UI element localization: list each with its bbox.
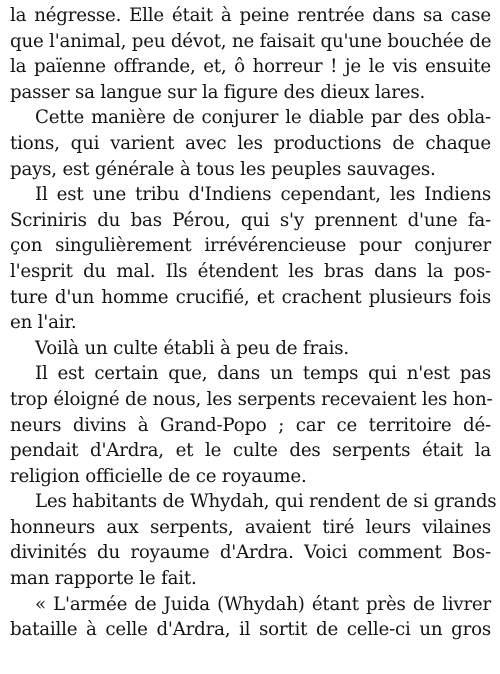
paragraph-2 — [10, 105, 491, 182]
paragraph-7 — [10, 592, 491, 643]
text-line: Les habitants de Whydah, qui rendent de si grands — [35, 491, 497, 513]
text-line: pendait d'Ardra, et le culte des serpents était la — [10, 440, 491, 462]
text-line: que l'animal, peu dévot, ne faisait qu'une bouchée de — [10, 30, 492, 52]
text-line: la païenne offrande, et, ô horreur ! je le vis ensuite — [10, 56, 491, 78]
paragraph-1 — [10, 3, 491, 105]
text-line: çon singulièrement irrévérencieuse pour conjurer — [10, 235, 491, 257]
text-line: tions, qui varient avec les productions de chaque — [10, 132, 491, 154]
text-line: Il est certain que, dans un temps qui n'est pas — [35, 363, 491, 385]
text-line: bataille à celle d'Ardra, il sortit de celle-ci un gros — [10, 619, 491, 641]
text-line: pays, est générale à tous les peuples sauvages. — [10, 158, 436, 180]
text-line: neurs divins à Grand-Popo ; car ce territoire dé- — [10, 414, 491, 436]
text-line: honneurs aux serpents, avaient tiré leurs vilaines — [10, 516, 491, 538]
text-line: trop éloigné de nous, les serpents recevaient les hon- — [10, 388, 493, 410]
text-line: man rapporte le fait. — [10, 568, 197, 590]
paragraph-4 — [10, 336, 491, 362]
paragraph-3 — [10, 182, 491, 336]
text-line: l'esprit du mal. Ils étendent les bras dans la pos- — [10, 260, 491, 282]
text-line: Cette manière de conjurer le diable par des obla- — [35, 107, 491, 129]
text-line: Voilà un culte établi à peu de frais. — [35, 337, 349, 359]
text-line: ture d'un homme crucifié, et crachent plusieurs fois — [10, 286, 491, 308]
text-line: passer sa langue sur la figure des dieux lares. — [10, 81, 426, 103]
paragraph-6 — [10, 489, 497, 591]
text-line: religion officielle de ce royaume. — [10, 465, 307, 487]
text-line: divinités du royaume d'Ardra. Voici comment Bos- — [10, 542, 491, 564]
text-line: Il est une tribu d'Indiens cependant, les Indiens — [35, 184, 491, 206]
text-line: Scriniris du bas Pérou, qui s'y prennent d'une fa- — [10, 209, 491, 231]
text-line: « L'armée de Juida (Whydah) étant près de livrer — [35, 593, 491, 615]
paragraph-5 — [10, 361, 491, 489]
text-line: la négresse. Elle était à peine rentrée dans sa case — [10, 5, 491, 26]
text-line: en l'air. — [10, 312, 77, 334]
